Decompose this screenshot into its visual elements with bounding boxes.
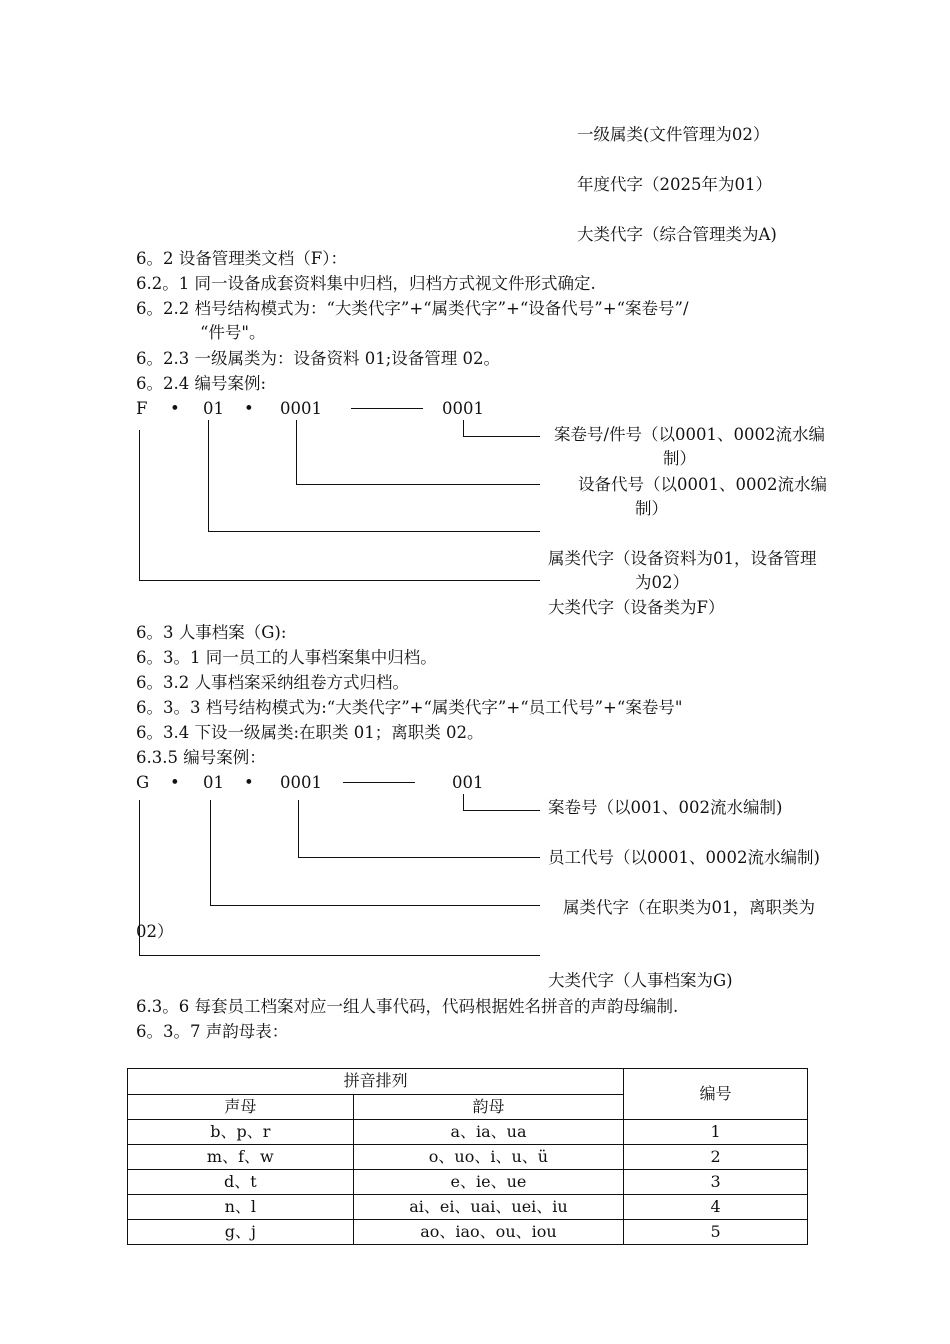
code-category: 01 bbox=[203, 773, 224, 792]
table-row bbox=[128, 1195, 808, 1220]
bracket-line bbox=[298, 800, 299, 857]
label-major-category: 大类代字（综合管理类为A) bbox=[577, 225, 777, 244]
label-category-code-cont: 02） bbox=[136, 922, 174, 941]
bracket-line bbox=[139, 580, 540, 581]
label-device-code-cont: 制） bbox=[635, 499, 668, 518]
label-employee-code: 员工代号（以0001、0002流水编制) bbox=[548, 848, 820, 867]
table-cell-initial: m、f、w bbox=[128, 1145, 354, 1170]
code-dot: • bbox=[170, 773, 180, 792]
section-6-3-3: 6。3。3 档号结构模式为:“大类代字”+“属类代字”+“员工代号”+“案卷号" bbox=[136, 698, 683, 717]
section-6-2-2: 6。2.2 档号结构模式为：“大类代字”+“属类代字”+“设备代号”+“案卷号”/ bbox=[136, 299, 689, 318]
code-dot: • bbox=[244, 399, 254, 418]
label-volume-number: 案卷号（以001、002流水编制) bbox=[548, 798, 783, 817]
label-device-code: 设备代号（以0001、0002流水编 bbox=[578, 475, 827, 494]
connector-dash bbox=[351, 408, 423, 409]
bracket-line bbox=[208, 531, 540, 532]
table-row bbox=[128, 1170, 808, 1195]
bracket-line bbox=[296, 420, 297, 484]
table-header-number: 编号 bbox=[624, 1069, 808, 1120]
table-cell-initial: b、p、r bbox=[128, 1120, 354, 1145]
table-group-header: 拼音排列 bbox=[128, 1069, 624, 1095]
bracket-line bbox=[463, 420, 464, 436]
section-6-3-6: 6.3。6 每套员工档案对应一组人事代码，代码根据姓名拼音的声韵母编制. bbox=[136, 997, 679, 1016]
bracket-line bbox=[296, 484, 540, 485]
bracket-line bbox=[298, 857, 540, 858]
code-major: F bbox=[136, 399, 148, 418]
section-6-2-4: 6。2.4 编号案例: bbox=[136, 374, 267, 393]
section-6-3-heading: 6。3 人事档案（G): bbox=[136, 623, 287, 642]
code-dot: • bbox=[244, 773, 254, 792]
code-volume: 0001 bbox=[442, 399, 484, 418]
bracket-line bbox=[463, 794, 464, 810]
table-row bbox=[128, 1220, 808, 1245]
label-first-category: 一级属类(文件管理为02） bbox=[577, 125, 770, 144]
label-year-code: 年度代字（2025年为01） bbox=[577, 175, 772, 194]
label-volume-number-cont: 制） bbox=[663, 449, 696, 468]
code-employee: 0001 bbox=[280, 773, 322, 792]
bracket-line bbox=[210, 905, 540, 906]
bracket-line bbox=[463, 436, 540, 437]
section-6-3-7: 6。3。7 声韵母表： bbox=[136, 1022, 289, 1041]
table-cell-number: 3 bbox=[624, 1170, 808, 1195]
bracket-line bbox=[139, 955, 540, 956]
label-major-code: 大类代字（人事档案为G) bbox=[548, 971, 733, 990]
pinyin-code-table bbox=[127, 1068, 808, 1245]
label-category-code-cont: 为02） bbox=[635, 573, 689, 592]
bracket-line bbox=[463, 810, 540, 811]
code-volume: 001 bbox=[452, 773, 484, 792]
section-6-3-4: 6。3.4 下设一级属类:在职类 01；离职类 02。 bbox=[136, 723, 484, 742]
table-cell-number: 1 bbox=[624, 1120, 808, 1145]
table-cell-final: a、ia、ua bbox=[353, 1120, 624, 1145]
table-cell-final: e、ie、ue bbox=[353, 1170, 624, 1195]
table-row bbox=[128, 1120, 808, 1145]
section-6-3-2: 6。3.2 人事档案采纳组卷方式归档。 bbox=[136, 673, 409, 692]
bracket-line bbox=[210, 800, 211, 905]
table-cell-number: 2 bbox=[624, 1145, 808, 1170]
table-cell-initial: g、j bbox=[128, 1220, 354, 1245]
table-header-initial: 声母 bbox=[128, 1094, 354, 1120]
table-cell-final: o、uo、i、u、ü bbox=[353, 1145, 624, 1170]
section-6-2-1: 6.2。1 同一设备成套资料集中归档，归档方式视文件形式确定. bbox=[136, 274, 596, 293]
table-header-final: 韵母 bbox=[353, 1094, 624, 1120]
section-6-3-5: 6.3.5 编号案例： bbox=[136, 748, 266, 767]
code-category: 01 bbox=[203, 399, 224, 418]
section-6-2-heading: 6。2 设备管理类文档（F）： bbox=[136, 249, 347, 268]
label-category-code: 属类代字（在职类为01，离职类为 bbox=[563, 898, 815, 917]
code-dot: • bbox=[170, 399, 180, 418]
code-device: 0001 bbox=[280, 399, 322, 418]
bracket-line bbox=[208, 420, 209, 531]
table-cell-final: ao、iao、ou、iou bbox=[353, 1220, 624, 1245]
label-volume-number: 案卷号/件号（以0001、0002流水编 bbox=[554, 425, 826, 444]
section-6-2-3: 6。2.3 一级属类为：设备资料 01;设备管理 02。 bbox=[136, 349, 501, 368]
connector-dash bbox=[343, 782, 415, 783]
label-category-code: 属类代字（设备资料为01，设备管理 bbox=[548, 549, 817, 568]
section-6-2-2-cont: “件号"。 bbox=[200, 323, 266, 342]
bracket-line bbox=[139, 430, 140, 580]
table-cell-initial: n、l bbox=[128, 1195, 354, 1220]
label-major-code: 大类代字（设备类为F） bbox=[548, 598, 725, 617]
table-cell-number: 5 bbox=[624, 1220, 808, 1245]
table-row bbox=[128, 1145, 808, 1170]
table-cell-initial: d、t bbox=[128, 1170, 354, 1195]
code-major: G bbox=[136, 773, 150, 792]
table-cell-number: 4 bbox=[624, 1195, 808, 1220]
section-6-3-1: 6。3。1 同一员工的人事档案集中归档。 bbox=[136, 648, 437, 667]
table-cell-final: ai、ei、uai、uei、iu bbox=[353, 1195, 624, 1220]
